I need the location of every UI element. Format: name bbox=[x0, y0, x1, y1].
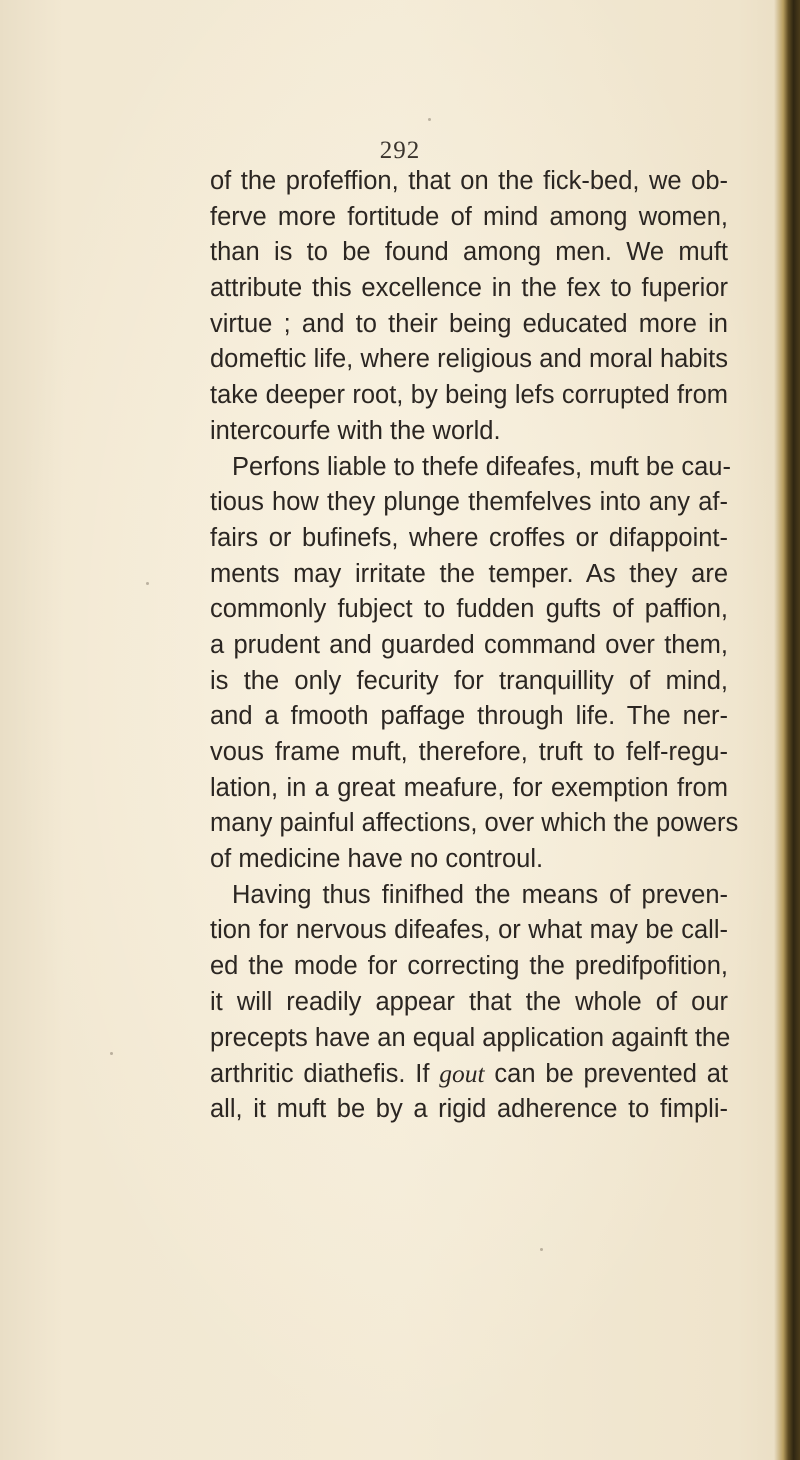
page-binding-edge bbox=[774, 0, 800, 1460]
text-line: lation, in a great meafure, for exemption from bbox=[210, 773, 728, 802]
text-line: domeftic life, where religious and moral habits bbox=[210, 345, 728, 374]
text-line: all, it muft be by a rigid adherence to fimpli- bbox=[210, 1094, 728, 1123]
text-line: arthritic diathefis. If gout can be prevented at bbox=[210, 1059, 728, 1089]
text-line: precepts have an equal application againft the bbox=[210, 1023, 731, 1052]
body-text bbox=[210, 164, 739, 1128]
text-line: ments may irritate the temper. As they are bbox=[210, 559, 728, 588]
italic-word: gout bbox=[439, 1059, 485, 1089]
text-line: it will readily appear that the whole of our bbox=[210, 987, 728, 1016]
text-line: is the only fecurity for tranquillity of mind, bbox=[210, 666, 728, 695]
text-line: Having thus finifhed the means of preven- bbox=[232, 880, 728, 909]
text-line: fairs or bufinefs, where croffes or difappoint- bbox=[210, 523, 728, 552]
text-line: attribute this excellence in the fex to fuperior bbox=[210, 274, 728, 303]
text-line: ed the mode for correcting the predifpofition, bbox=[210, 952, 728, 981]
text-line: vous frame muft, therefore, truft to felf-regu- bbox=[210, 738, 728, 766]
text-line: tious how they plunge themfelves into any af- bbox=[210, 488, 728, 517]
text-line: take deeper root, by being lefs corrupted from bbox=[210, 381, 728, 410]
paper-speck bbox=[110, 1052, 113, 1055]
text-line: of the profeffion, that on the fick-bed, we ob- bbox=[210, 167, 728, 195]
text-line: virtue ; and to their being educated more in bbox=[210, 309, 728, 338]
text-line: intercourfe with the world. bbox=[210, 416, 501, 445]
paper-speck bbox=[146, 582, 149, 585]
paper-speck bbox=[540, 1248, 543, 1251]
text-line: and a fmooth paffage through life. The ner- bbox=[210, 702, 728, 731]
text-line: many painful affections, over which the powers bbox=[210, 809, 739, 838]
text-line: Perfons liable to thefe difeafes, muft be cau- bbox=[232, 452, 731, 481]
text-line: of medicine have no controul. bbox=[210, 845, 544, 874]
text-line: commonly fubject to fudden gufts of paffion, bbox=[210, 595, 728, 624]
text-line: tion for nervous difeafes, or what may be call- bbox=[210, 916, 728, 945]
page-number: 292 bbox=[379, 137, 421, 164]
paper-speck bbox=[428, 118, 431, 121]
text-line: ferve more fortitude of mind among women, bbox=[210, 202, 728, 231]
text-line: a prudent and guarded command over them, bbox=[210, 630, 728, 659]
text-line: than is to be found among men. We muft bbox=[210, 238, 728, 267]
